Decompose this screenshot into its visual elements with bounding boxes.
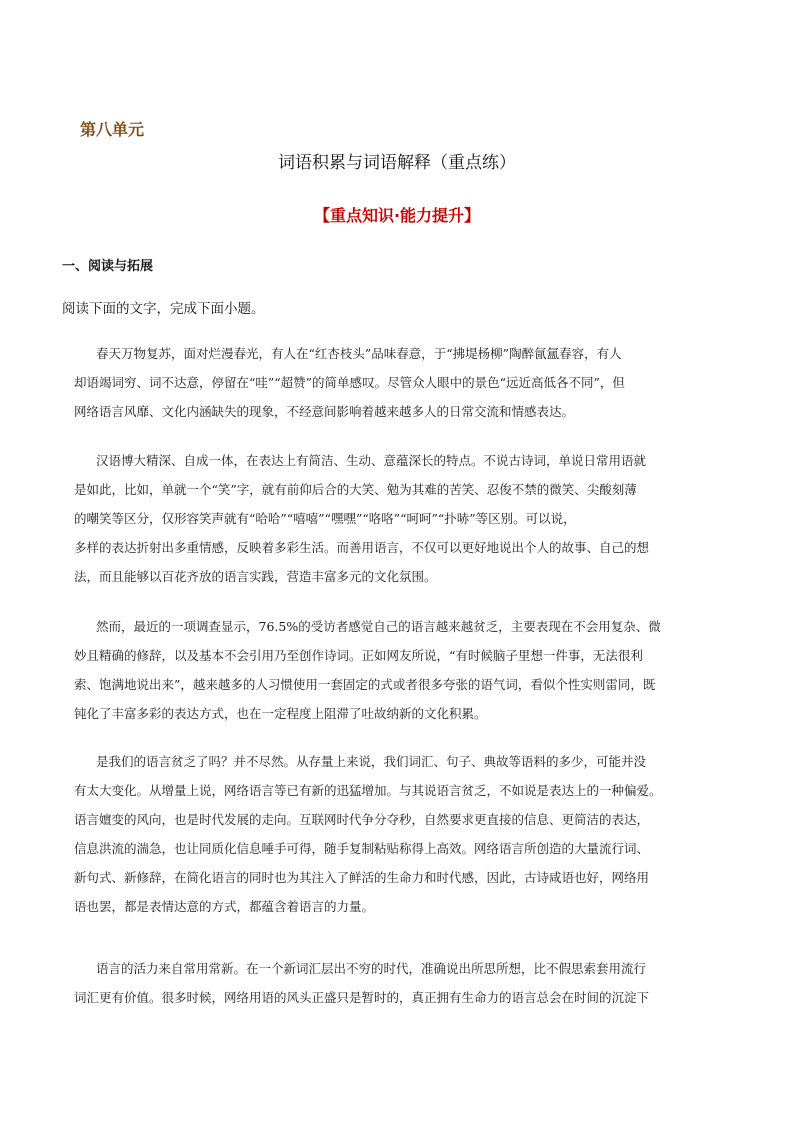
paragraph-line: 语言的活力来自常用常新。在一个新词汇层出不穷的时代，准确说出所思所想，比不假思索套用流行 — [96, 961, 647, 976]
paragraph-line: 索、饱满地说出来”，越来越多的人习惯使用一套固定的式或者很多夸张的语气词，看似个性实则雷同，既 — [74, 677, 656, 692]
paragraph-line: 的嘲笑等区分，仅形容笑声就有“哈哈”“嘻嘻”“嘿嘿”“咯咯”“呵呵”“扑哧”等区别。可以说， — [74, 511, 576, 526]
paragraph-line: 信息洪流的湍急，也让同质化信息唾手可得，随手复制粘贴称得上高效。网络语言所创造的大量流行词、 — [74, 841, 650, 856]
paragraph-line: 是我们的语言贫乏了吗？并不尽然。从存量上来说，我们词汇、句子、典故等语料的多少，可能并没 — [96, 754, 647, 769]
paragraph-line: 却语竭词穷、词不达意，停留在“哇”“超赞”的简单感叹。尽管众人眼中的景色“远近高低各不同”，但 — [74, 375, 625, 390]
paragraph-line: 网络语言风靡、文化内涵缺失的现象，不经意间影响着越来越多人的日常交流和情感表达。 — [74, 404, 575, 419]
paragraph-3 — [74, 612, 724, 728]
paragraph-line: 是如此，比如，单就一个“笑”字，就有前仰后合的大笑、勉为其难的苦笑、忍俊不禁的微笑、尖酸刻薄 — [74, 482, 637, 497]
paragraph-line: 春天万物复苏，面对烂漫春光，有人在“红杏枝头”品味春意，于“拂堤杨柳”陶醉氤氲春容，有人 — [96, 346, 622, 361]
paragraph-line: 妙且精确的修辞，以及基本不会引用乃至创作诗词。正如网友所说，“有时候脑子里想一件事，无法很利 — [74, 648, 643, 663]
instruction-text: 阅读下面的文字，完成下面小题。 — [62, 301, 265, 317]
paragraph-line: 钝化了丰富多彩的表达方式，也在一定程度上阻滞了吐故纳新的文化积累。 — [74, 706, 487, 721]
section-banner: 【重点知识·能力提升】 — [313, 206, 481, 225]
paragraph-4 — [74, 747, 724, 921]
paragraph-line: 语也罢，都是表情达意的方式，都蕴含着语言的力量。 — [74, 899, 375, 914]
paragraph-line: 汉语博大精深、自成一体，在表达上有简洁、生动、意蕴深长的特点。不说古诗词，单说日常用语就 — [96, 453, 647, 468]
paragraph-5 — [74, 954, 724, 1012]
paragraph-line: 然而，最近的一项调查显示，76.5%的受访者感觉自己的语言越来越贫乏，主要表现在不会用复杂、微 — [96, 619, 661, 634]
unit-label: 第八单元 — [80, 120, 145, 139]
paragraph-line: 有太大变化。从增量上说，网络语言等已有新的迅猛增加。与其说语言贫乏，不如说是表达上的一种偏爱。 — [74, 783, 662, 798]
paragraph-line: 法，而且能够以百花齐放的语言实践，营造丰富多元的文化氛围。 — [74, 569, 437, 584]
paragraph-2 — [74, 446, 724, 591]
paragraph-1 — [74, 339, 724, 426]
paragraph-line: 新句式、新修辞，在简化语言的同时也为其注入了鲜活的生命力和时代感，因此，古诗咸语也好，网络用 — [74, 870, 650, 885]
paragraph-line: 多样的表达折射出多重情感，反映着多彩生活。而善用语言，不仅可以更好地说出个人的故事、自己的想 — [74, 540, 650, 555]
paragraph-line: 词汇更有价值。很多时候，网络用语的风头正盛只是暂时的，真正拥有生命力的语言总会在时间的沉淀下 — [74, 990, 650, 1005]
page-title: 词语积累与词语解释（重点练） — [278, 153, 516, 173]
section-heading: 一、阅读与拓展 — [62, 259, 154, 274]
paragraph-line: 语言嬗变的风向，也是时代发展的走向。互联网时代争分夺秒，自然要求更直接的信息、更简洁的表达， — [74, 812, 650, 827]
